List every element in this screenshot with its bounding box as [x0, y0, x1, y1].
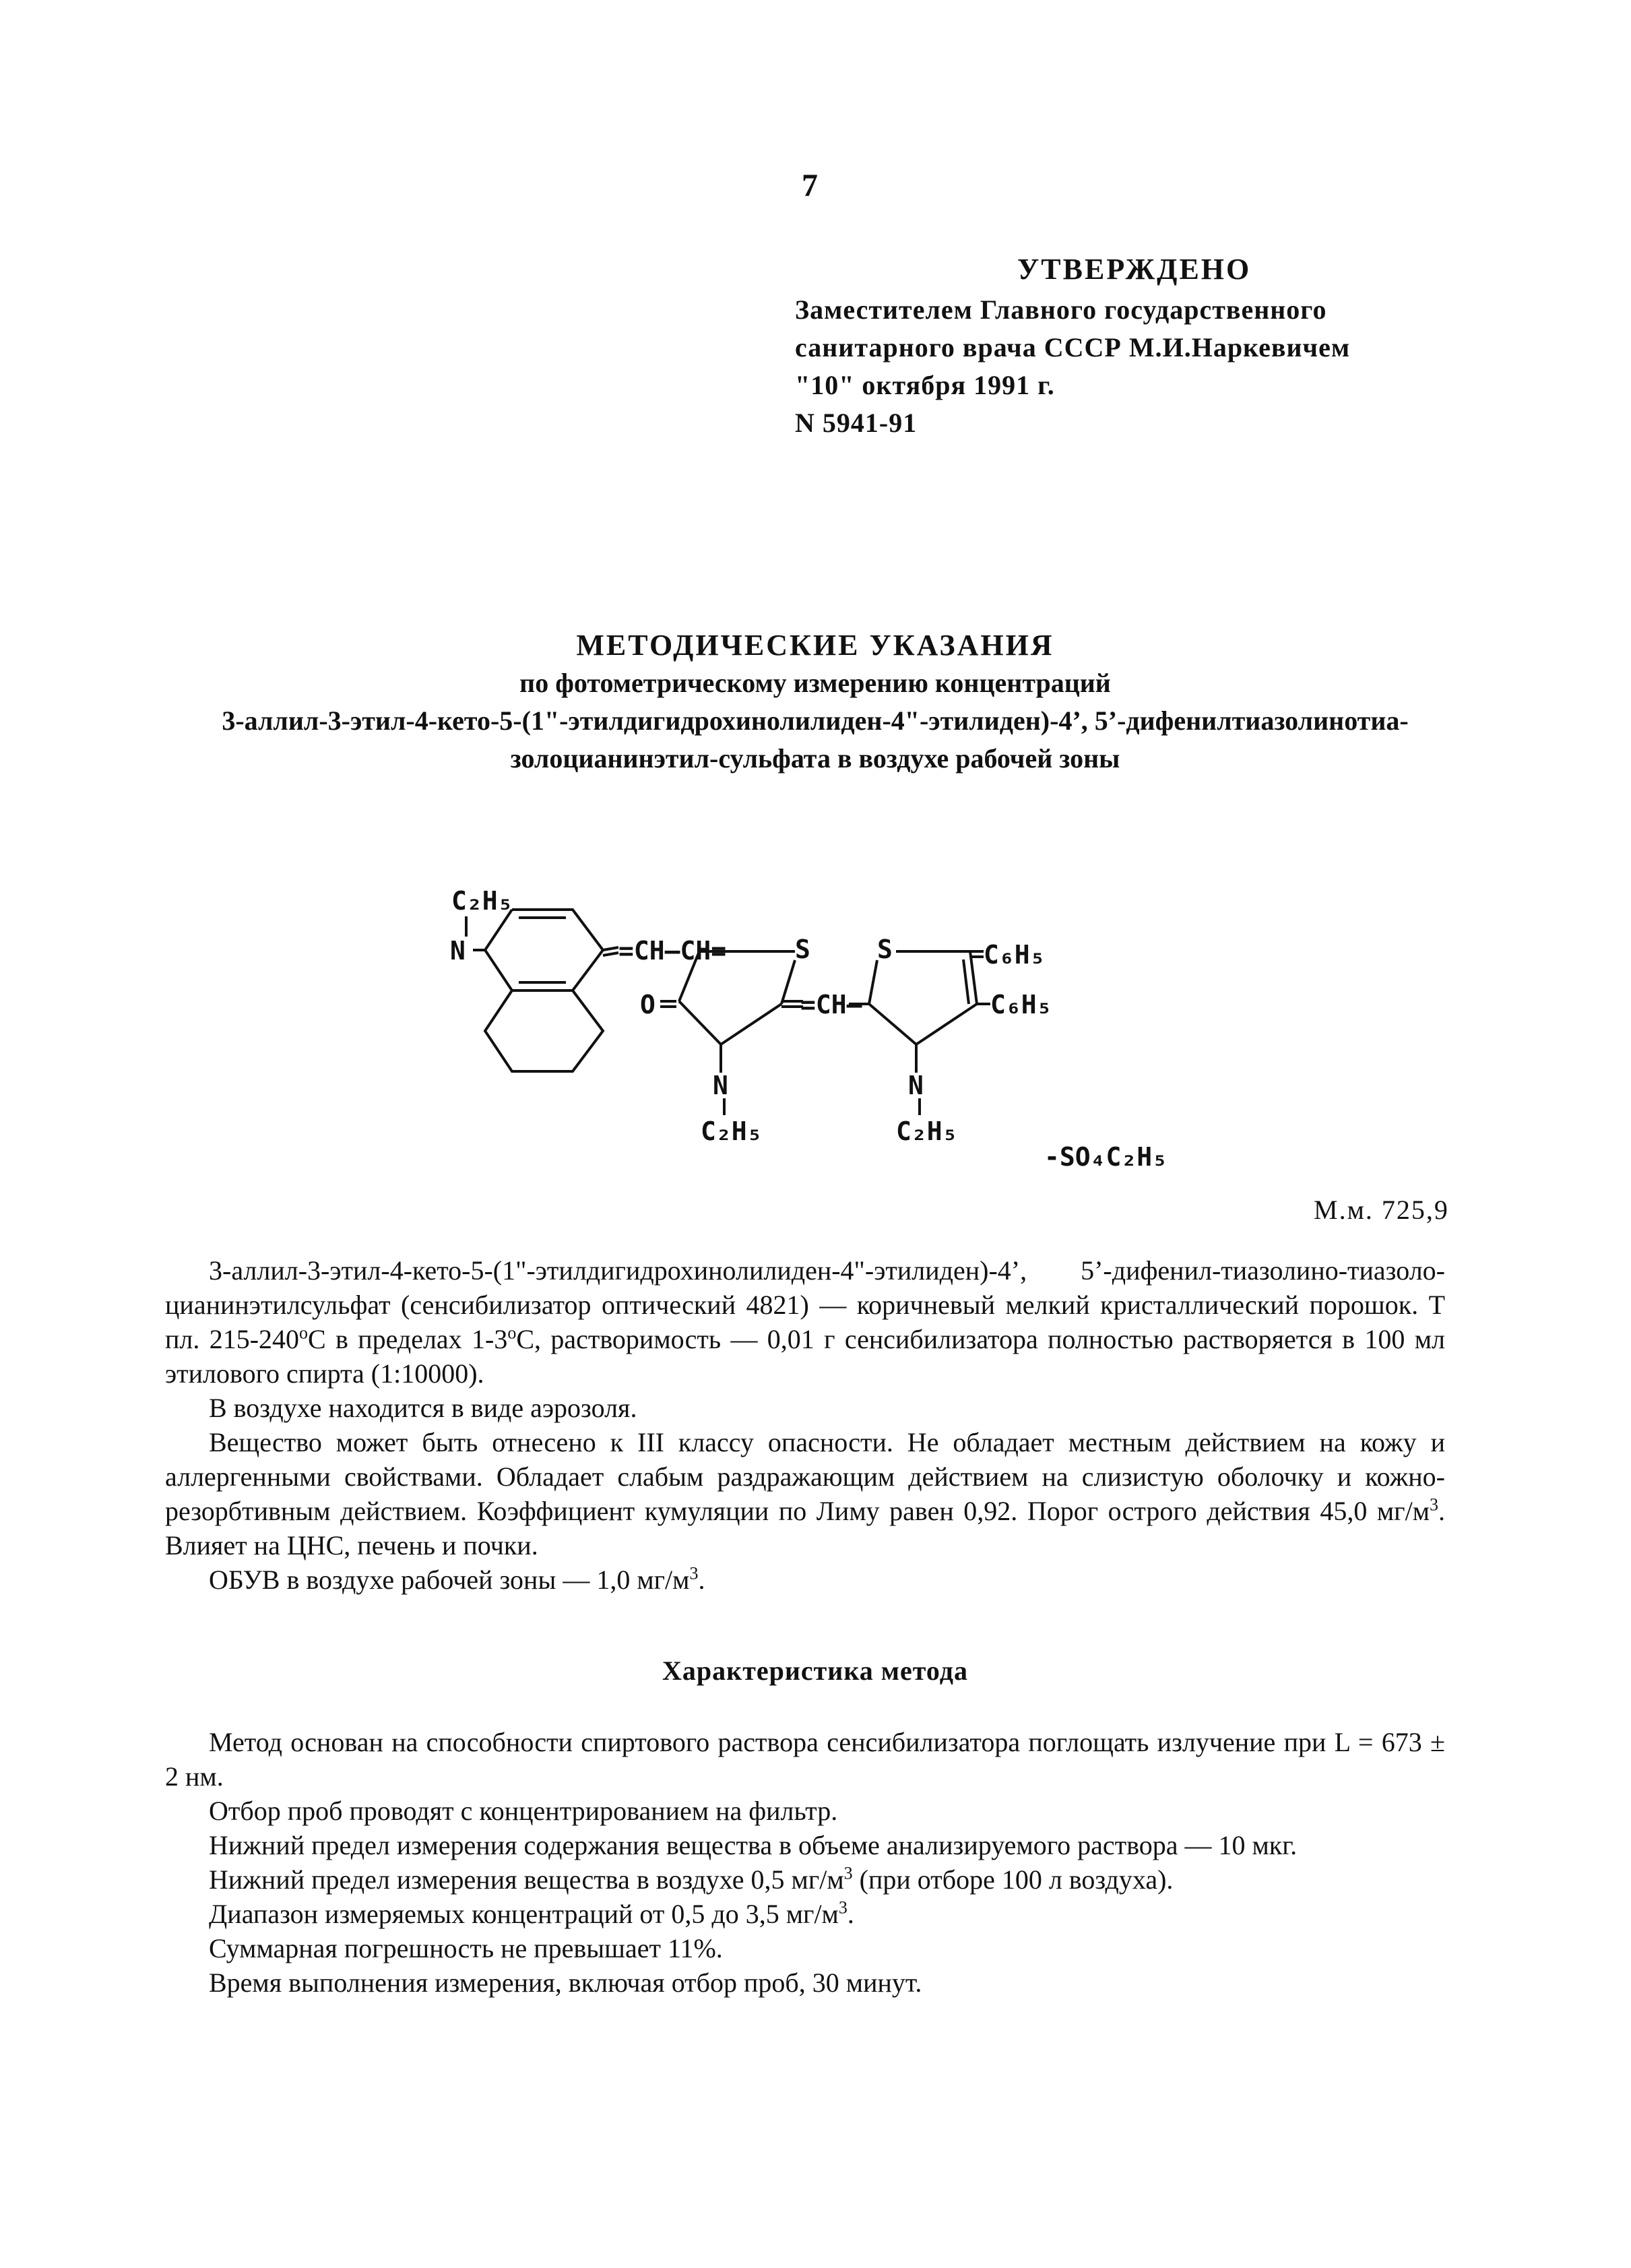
- bridge-label: =CH—CH=: [618, 936, 727, 966]
- n-label: N: [450, 936, 466, 966]
- approval-title: УТВЕРЖДЕНО: [1017, 253, 1252, 286]
- document-title: [135, 627, 1496, 778]
- approval-line: санитарного врача СССР М.И.Наркевичем: [795, 332, 1351, 363]
- paragraph: Суммарная погрешность не превышает 11%.: [209, 1933, 723, 1963]
- ch-label: =CH—: [800, 990, 862, 1019]
- n-label: N: [713, 1071, 728, 1100]
- approval-block: [795, 251, 1536, 442]
- title-line: 3-аллил-3-этил-4-кето-5-(1"-этилдигидрохинолилиден-4"-этилиден)-4’, 5’-дифенилтиазолинотиа-: [222, 705, 1409, 736]
- c6h5-label: C₆H₅: [990, 990, 1052, 1019]
- c2h5-label: C₂H₅: [701, 1116, 763, 1146]
- c6h5-label: C₆H₅: [984, 940, 1046, 970]
- approval-line: Заместителем Главного государственного: [795, 294, 1327, 325]
- paragraph: Диапазон измеряемых концентраций от 0,5 до 3,5 $мг/м^3$.: [209, 1897, 854, 1929]
- s-label: S: [877, 935, 893, 964]
- method-description: [165, 1725, 1445, 2000]
- title-line: по фотометрическому измерению концентраций: [519, 668, 1111, 698]
- c2h5-label: C₂H₅: [896, 1116, 958, 1146]
- title-main: МЕТОДИЧЕСКИЕ УКАЗАНИЯ: [576, 629, 1054, 662]
- title-line: золоцианинэтил-сульфата в воздухе рабочей зоны: [510, 743, 1120, 774]
- paragraph: Отбор проб проводят с концентрированием на фильтр.: [209, 1796, 838, 1826]
- paragraph: В воздухе находится в виде аэрозоля.: [209, 1393, 637, 1423]
- substance-description: [165, 1253, 1445, 1597]
- approval-date: "10" октября 1991 г.: [795, 370, 1055, 400]
- paragraph: Метод основан на способности спиртового раствора сенсибилизатора поглощать излучение при L = 673 ± 2 нм.: [165, 1727, 1445, 1792]
- paragraph: 3-аллил-3-этил-4-кето-5-(1"-этилдигидрохинолилиден-4"-этилиден)-4’, 5’-дифенил-тиазолино-тиазоло-цианинэтилсульфат (сенсибилизатор оптический 4821) — коричневый мелкий кристаллический порошок. Т пл. 215-240$^o$С в пределах 1-3$^o$С, растворимость — 0,01 г сенсибилизатора полностью растворяется в 100 мл этилового спирта (1:10000).: [165, 1255, 1445, 1389]
- section-title: Характеристика метода: [662, 1656, 968, 1686]
- page-number: 7: [802, 168, 818, 203]
- paragraph: Вещество может быть отнесено к III классу опасности. Не обладает местным действием на кожу и аллергенными свойствами. Обладает слабым раздражающим действием на слизистую оболочку и кожно-резорбтивным действием. Коэффициент кумуляции по Лиму равен 0,92. Порог острого действия 45,0 $мг/м^3$. Влияет на ЦНС, печень и почки.: [165, 1427, 1445, 1561]
- paragraph: Время выполнения измерения, включая отбор проб, 30 минут.: [209, 1967, 922, 1998]
- molecular-mass: М.м. 725,9: [1314, 1195, 1449, 1225]
- paragraph: ОБУВ в воздухе рабочей зоны — 1,0 $мг/м^3$.: [209, 1563, 705, 1595]
- sulfate-label: -SO₄C₂H₅: [1044, 1142, 1168, 1172]
- c2h5-label: C₂H₅: [451, 886, 513, 916]
- approval-number: N 5941-91: [795, 408, 918, 438]
- paragraph: Нижний предел измерения вещества в воздухе 0,5 $мг/м^3$ (при отборе 100 л воздуха).: [209, 1863, 1174, 1895]
- o-label: O: [640, 990, 655, 1019]
- paragraph: Нижний предел измерения содержания вещества в объеме анализируемого раствора — 10 мкг.: [209, 1830, 1298, 1860]
- n-label: N: [908, 1071, 924, 1100]
- structural-formula: [431, 876, 1240, 1186]
- s-label: S: [795, 935, 810, 964]
